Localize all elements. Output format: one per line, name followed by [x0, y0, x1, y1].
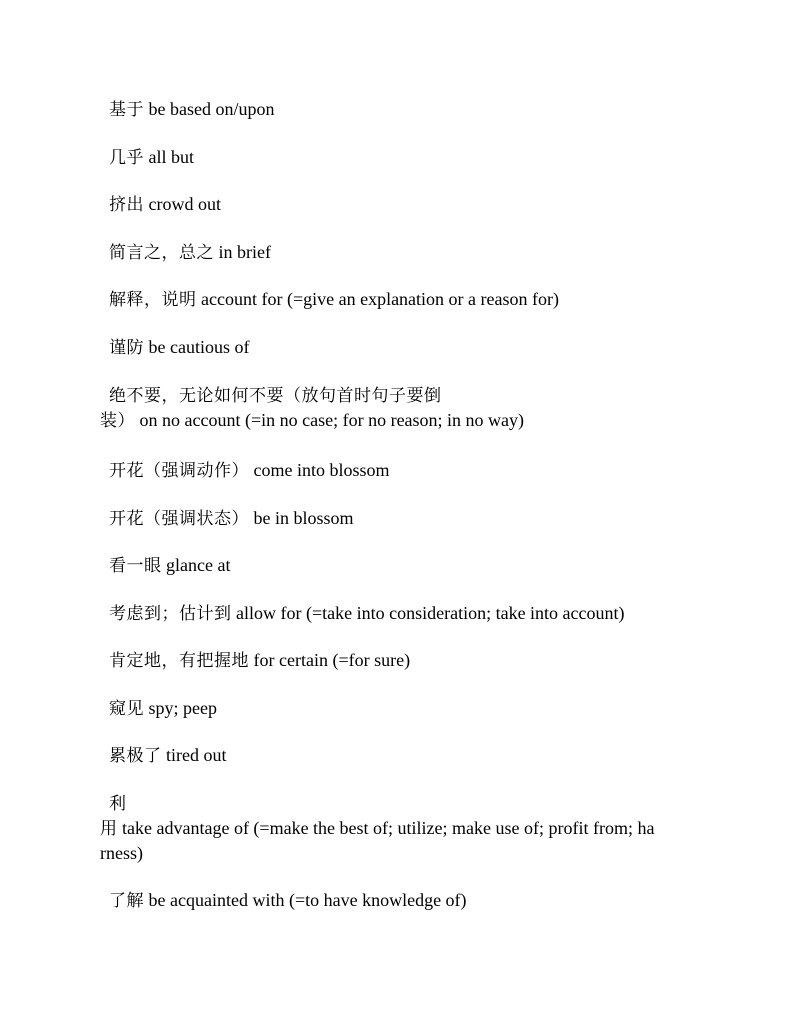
english-phrase: come into blossom — [249, 460, 390, 480]
english-phrase: be cautious of — [144, 337, 250, 357]
chinese-term: 利 — [109, 794, 127, 814]
entry-line — [100, 791, 710, 816]
vocab-entry — [100, 383, 710, 433]
english-phrase: be acquainted with (=to have knowledge of) — [144, 890, 467, 910]
english-phrase: glance at — [161, 555, 231, 575]
entry-line — [100, 816, 710, 841]
vocab-entry — [100, 743, 719, 768]
chinese-term-continued: 装） — [100, 411, 135, 431]
chinese-term: 看一眼 — [109, 556, 162, 576]
vocab-entry — [100, 506, 719, 531]
chinese-term: 窥见 — [109, 699, 144, 719]
vocab-entry — [100, 240, 719, 265]
chinese-term: 开花（强调动作） — [109, 461, 249, 481]
vocab-entry — [100, 696, 719, 721]
chinese-term: 解释，说明 — [109, 290, 197, 310]
entry-line — [100, 383, 710, 408]
english-phrase: account for (=give an explanation or a reason for) — [196, 289, 559, 309]
chinese-term: 挤出 — [109, 195, 144, 215]
chinese-term: 开花（强调状态） — [109, 509, 249, 529]
english-phrase: crowd out — [144, 194, 221, 214]
chinese-term: 基于 — [109, 100, 144, 120]
english-phrase: allow for (=take into consideration; take into account) — [231, 603, 625, 623]
chinese-term: 谨防 — [109, 338, 144, 358]
chinese-term: 累极了 — [109, 746, 162, 766]
vocab-entry — [100, 145, 719, 170]
english-phrase: for certain (=for sure) — [249, 650, 411, 670]
english-phrase: be based on/upon — [144, 99, 275, 119]
vocab-entry — [100, 287, 719, 312]
english-phrase: be in blossom — [249, 508, 354, 528]
chinese-term: 肯定地，有把握地 — [109, 651, 249, 671]
english-phrase-continued: rness) — [100, 843, 143, 863]
chinese-term-continued: 用 — [100, 819, 118, 839]
english-phrase: in brief — [214, 242, 271, 262]
entry-line — [100, 408, 710, 433]
chinese-term: 了解 — [109, 891, 144, 911]
vocab-entry — [100, 791, 710, 865]
vocab-entry — [100, 458, 719, 483]
english-phrase: all but — [144, 147, 194, 167]
chinese-term: 简言之，总之 — [109, 243, 214, 263]
english-phrase: tired out — [161, 745, 227, 765]
english-phrase: on no account (=in no case; for no reason; in no way) — [135, 410, 525, 430]
vocab-entry — [100, 335, 719, 360]
vocab-entry — [100, 888, 719, 913]
chinese-term: 绝不要，无论如何不要（放句首时句子要倒 — [109, 386, 442, 406]
vocab-entry — [100, 601, 719, 626]
vocab-entry — [100, 648, 719, 673]
vocab-entry — [100, 192, 719, 217]
chinese-term: 考虑到；估计到 — [109, 604, 232, 624]
chinese-term: 几乎 — [109, 148, 144, 168]
vocab-entry — [100, 553, 719, 578]
entry-line — [100, 841, 710, 865]
english-phrase: take advantage of (=make the best of; utilize; make use of; profit from; ha — [117, 818, 655, 838]
english-phrase: spy; peep — [144, 698, 217, 718]
vocab-entry — [100, 97, 719, 122]
